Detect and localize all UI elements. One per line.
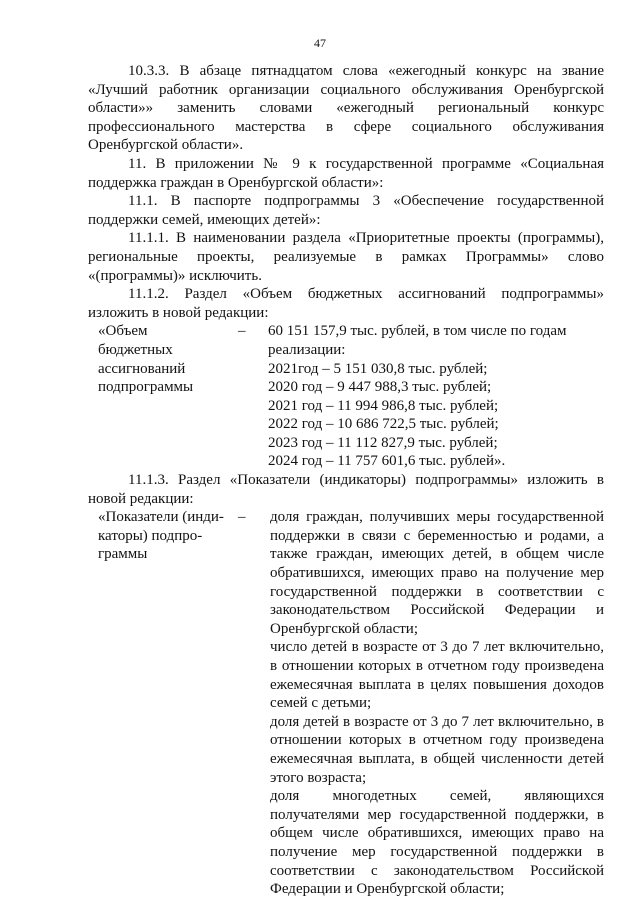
budget-label-line: «Объем bbox=[98, 323, 148, 340]
indicators-label-line: «Показатели (инди- bbox=[98, 509, 224, 526]
budget-dash: – bbox=[238, 323, 246, 340]
indicator-item: число детей в возрасте от 3 до 7 лет включительно, в отношении которых в отчетном году произведена ежемесячная выплата в целях повышения доходов семей с детьми; bbox=[270, 639, 604, 712]
document-body bbox=[88, 62, 604, 899]
budget-year-line: 2023 год – 11 112 827,9 тыс. рублей; bbox=[268, 434, 498, 451]
indicators-dash: – bbox=[238, 509, 246, 526]
paragraph-11-1-2: 11.1.2. Раздел «Объем бюджетных ассигнований подпрограммы» изложить в новой редакции: bbox=[88, 286, 604, 321]
budget-value-line: реализации: bbox=[268, 341, 346, 358]
paragraph-11-1-3: 11.1.3. Раздел «Показатели (индикаторы) подпрограммы» изложить в новой редакции: bbox=[88, 472, 604, 507]
budget-year-line: 2024 год – 11 757 601,6 тыс. рублей». bbox=[268, 453, 506, 470]
budget-year-line: 2022 год – 10 686 722,5 тыс. рублей; bbox=[268, 416, 499, 433]
indicator-item: доля детей в возрасте от 3 до 7 лет включительно, в отношении которых в отчетном году произведена ежемесячная выплата, в общей численности детей этого возраста; bbox=[270, 713, 604, 786]
budget-year-line: 2021 год – 11 994 986,8 тыс. рублей; bbox=[268, 397, 499, 414]
indicator-item: доля многодетных семей, являющихся получателями мер государственной поддержки, в общем числе обратившихся, имеющих право на получение мер государственной поддержки в соответствии с законодательством Российской Федерации и Оренбургской области; bbox=[270, 788, 604, 898]
indicators-table bbox=[88, 508, 604, 898]
indicators-values bbox=[270, 508, 604, 898]
budget-value-line: 60 151 157,9 тыс. рублей, в том числе по годам bbox=[268, 323, 567, 340]
budget-values bbox=[268, 322, 604, 471]
page-number: 47 bbox=[314, 36, 326, 50]
paragraph-10-3-3: 10.3.3. В абзаце пятнадцатом слова «ежегодный конкурс на звание «Лучший работник организации социального обслуживания Оренбургской области»» заменить словами «ежегодный региональный конкурс профессионального мастерства в сфере социального обслуживания Оренбургской области». bbox=[88, 63, 604, 154]
budget-label-line: подпрограммы bbox=[98, 379, 194, 396]
budget-label-line: бюджетных bbox=[98, 341, 173, 358]
budget-year-line: 2021год – 5 151 030,8 тыс. рублей; bbox=[268, 360, 488, 377]
paragraph-11-1-1: 11.1.1. В наименовании раздела «Приоритетные проекты (программы), региональные проекты, реализуемые в рамках Программы» слово «(программы)» исключить. bbox=[88, 230, 604, 284]
paragraph-11-1: 11.1. В паспорте подпрограммы 3 «Обеспечение государственной поддержки семей, имеющих детей»: bbox=[88, 193, 604, 228]
budget-label bbox=[88, 322, 238, 471]
indicators-label bbox=[88, 508, 238, 898]
indicators-label-line: граммы bbox=[98, 546, 148, 563]
budget-year-line: 2020 год – 9 447 988,3 тыс. рублей; bbox=[268, 379, 492, 396]
budget-label-line: ассигнований bbox=[98, 360, 186, 377]
paragraph-11: 11. В приложении № 9 к государственной программе «Социальная поддержка граждан в Оренбургской области»: bbox=[88, 155, 604, 191]
budget-table bbox=[88, 322, 604, 471]
indicator-item: доля граждан, получивших меры государственной поддержки в связи с беременностью и родами, а также граждан, имеющих детей, в общем числе обратившихся, имеющих право на получение мер государственной поддержки в соответствии с законодательством Российской Федерации и Оренбургской области; bbox=[270, 509, 604, 637]
indicators-label-line: каторы) подпро- bbox=[98, 527, 203, 544]
